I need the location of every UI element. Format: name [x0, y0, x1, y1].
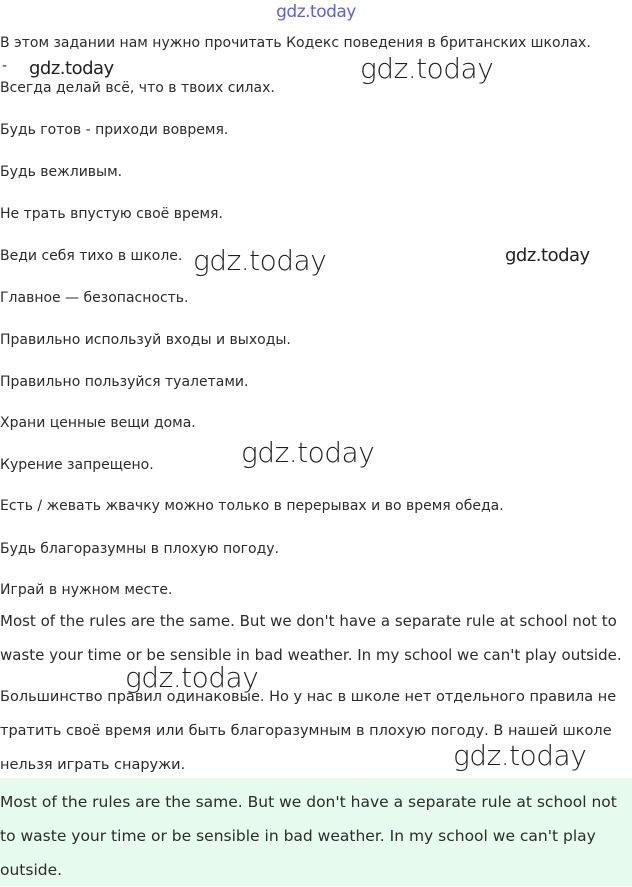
- rule-item: Всегда делай всё, что в твоих силах.: [0, 80, 275, 96]
- rule-item: Правильно используй входы и выходы.: [0, 332, 291, 348]
- rule-item: Будь готов - приходи вовремя.: [0, 122, 229, 138]
- rule-item: Будь благоразумны в плохую погоду.: [0, 541, 279, 557]
- watermark: gdz.today: [125, 661, 259, 694]
- rule-item: Курение запрещено.: [0, 457, 154, 473]
- watermark: gdz.today: [360, 52, 494, 85]
- watermark: gdz.today: [241, 436, 375, 469]
- rule-item: Будь вежливым.: [0, 164, 123, 180]
- watermark: gdz.today: [453, 739, 587, 772]
- rule-item: Не трать впустую своё время.: [0, 206, 223, 222]
- rule-item: Правильно пользуйся туалетами.: [0, 374, 249, 390]
- answer-text: Most of the rules are the same. But we don't have a separate rule at school not to waste your time or be sensible in bad weather. In my school we can't play outside.: [0, 793, 617, 879]
- watermark: gdz.today: [193, 244, 327, 277]
- rule-item: Есть / жевать жвачку можно только в перерывах и во время обеда.: [0, 498, 504, 514]
- english-paragraph: Most of the rules are the same. But we don't have a separate rule at school not to waste your time or be sensible in bad weather. In my school we can't play outside.: [0, 612, 622, 664]
- watermark: gdz.today: [505, 245, 590, 266]
- task-intro: В этом задании нам нужно прочитать Кодекс поведения в британских школах.: [0, 35, 591, 51]
- site-logo[interactable]: gdz.today: [276, 2, 356, 22]
- rule-item: Главное — безопасность.: [0, 290, 189, 306]
- dash-marker: -: [2, 58, 8, 74]
- russian-paragraph: Большинство правил одинаковые. Но у нас в школе нет отдельного правила не тратить своё время или быть благоразумным в плохую погоду. В нашей школе нельзя играть снаружи.: [0, 689, 617, 773]
- rule-item: Играй в нужном месте.: [0, 582, 173, 598]
- rule-item: Храни ценные вещи дома.: [0, 415, 196, 431]
- rule-item: Веди себя тихо в школе.: [0, 248, 183, 264]
- watermark: gdz.today: [29, 58, 114, 79]
